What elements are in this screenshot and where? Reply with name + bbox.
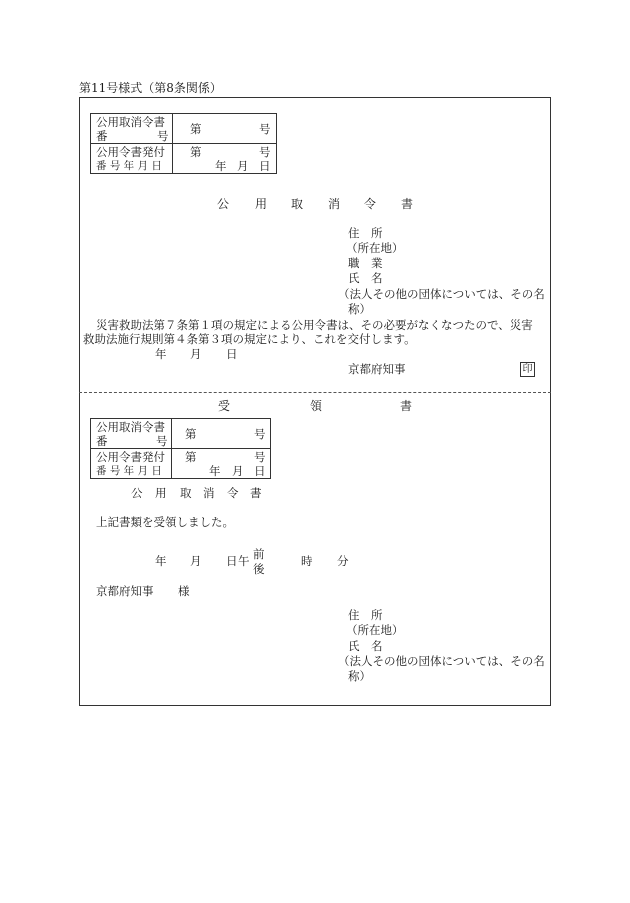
tear-line	[79, 392, 551, 393]
value-order-issue-number-date: 第 号 年 月 日	[173, 144, 277, 174]
body-text-line-2: 救助法施行規則第４条第３項の規定により、これを交付します。	[83, 332, 416, 346]
receipt-info-table	[90, 418, 271, 479]
label-cancel-order-number: 公用取消令書 番 号	[91, 114, 173, 144]
label-order-issue-number-date: 公用令書発付 番 号 年 月 日	[91, 144, 173, 174]
cancel-order-info-table	[90, 113, 277, 174]
value-cancel-order-number: 第 号	[172, 419, 271, 449]
form-id: 第11号様式（第8条関係）	[79, 81, 222, 95]
to-governor: 京都府知事	[96, 584, 154, 598]
honorific-sama: 様	[178, 584, 190, 598]
label-cancel-order-number: 公用取消令書 番 号	[91, 419, 172, 449]
received-statement: 上記書類を受領しました。	[96, 515, 234, 529]
governor-signature: 京都府知事	[348, 362, 406, 376]
body-text-line-1: 災害救助法第７条第１項の規定による公用令書は、その必要がなくなつたので、災害	[96, 318, 533, 332]
value-cancel-order-number: 第 号	[173, 114, 277, 144]
label-order-issue-number-date: 公用令書発付 番 号 年 月 日	[91, 449, 172, 479]
seal-stamp: 印	[520, 362, 535, 377]
value-order-issue-number-date: 第 号 年 月 日	[172, 449, 271, 479]
